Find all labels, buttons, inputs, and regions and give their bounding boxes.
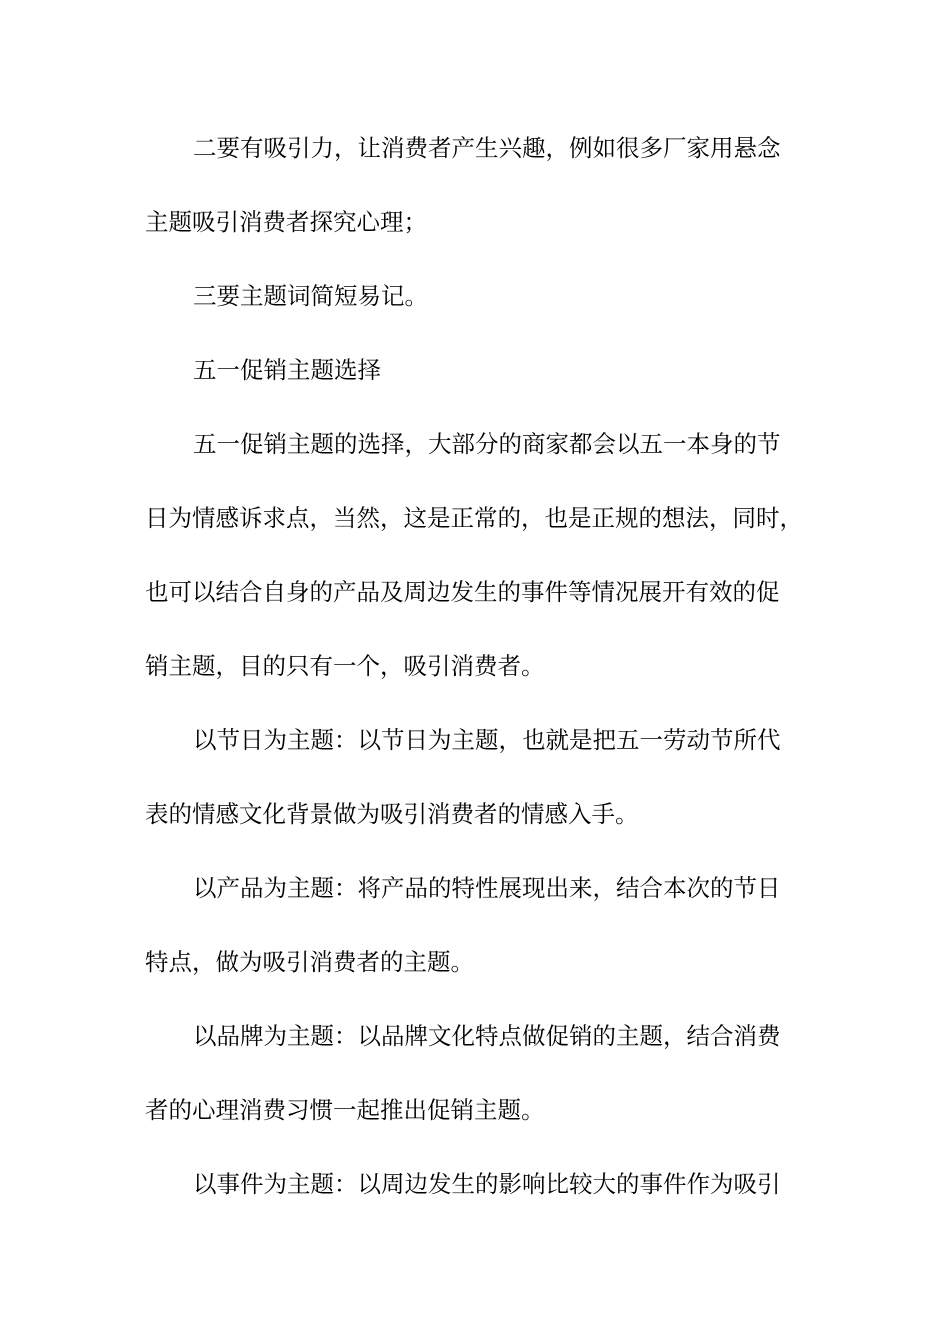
paragraph-line: 者的心理消费习惯一起推出促销主题。 [145, 1096, 545, 1124]
paragraph-line: 特点，做为吸引消费者的主题。 [145, 948, 474, 976]
paragraph-line: 以事件为主题：以周边发生的影响比较大的事件作为吸引 [193, 1170, 781, 1198]
paragraph-line: 以节日为主题：以节日为主题，也就是把五一劳动节所代 [193, 726, 781, 754]
paragraph-line: 销主题，目的只有一个，吸引消费者。 [145, 652, 545, 680]
paragraph-line: 三要主题词简短易记。 [193, 282, 428, 310]
paragraph-line: 以品牌为主题：以品牌文化特点做促销的主题，结合消费 [193, 1022, 781, 1050]
paragraph-line: 表的情感文化背景做为吸引消费者的情感入手。 [145, 800, 639, 828]
paragraph-line: 五一促销主题的选择，大部分的商家都会以五一本身的节 [193, 430, 781, 458]
paragraph-line: 日为情感诉求点，当然，这是正常的，也是正规的想法，同时， [145, 504, 803, 532]
paragraph-line: 二要有吸引力，让消费者产生兴趣，例如很多厂家用悬念 [193, 134, 781, 162]
paragraph-line: 主题吸引消费者探究心理； [145, 208, 427, 236]
paragraph-line: 也可以结合自身的产品及周边发生的事件等情况展开有效的促 [145, 578, 780, 606]
document-body [145, 130, 825, 1240]
paragraph-line: 以产品为主题：将产品的特性展现出来，结合本次的节日 [193, 874, 781, 902]
section-heading: 五一促销主题选择 [193, 356, 381, 384]
